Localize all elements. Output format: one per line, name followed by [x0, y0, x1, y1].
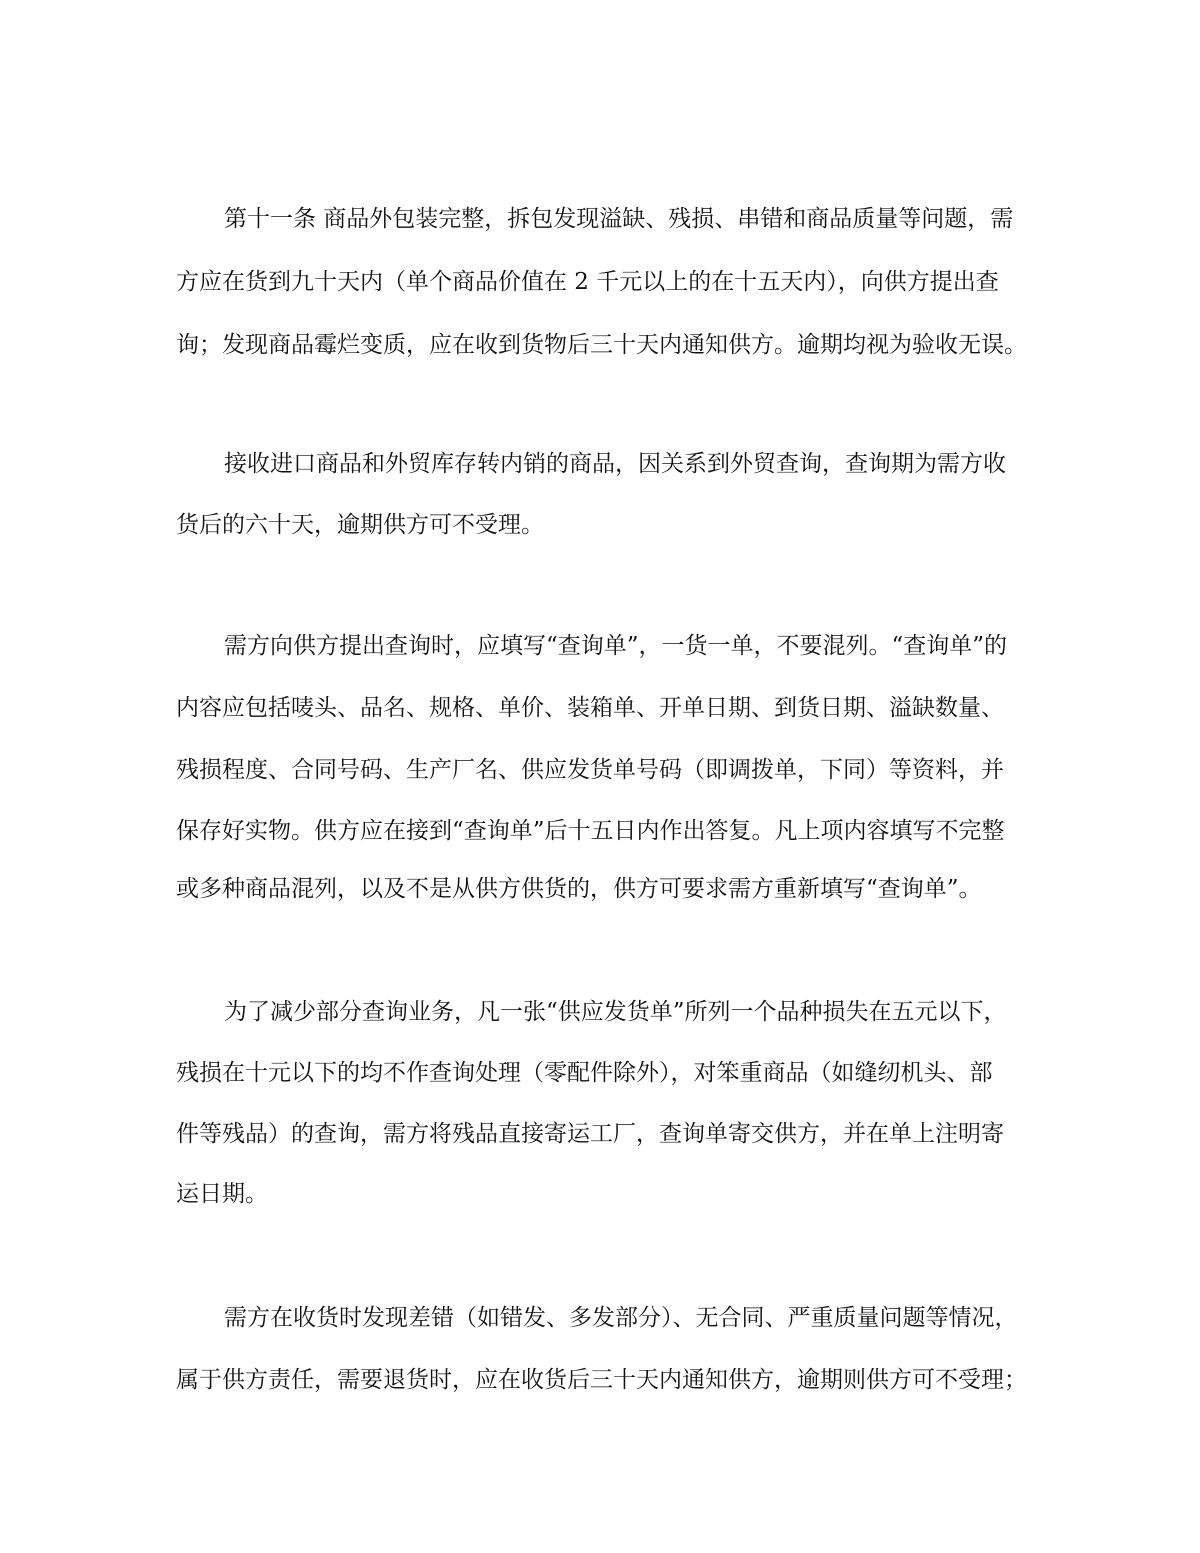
text-line: 接收进口商品和外贸库存转内销的商品，因关系到外贸查询，查询期为需方收 — [224, 451, 1006, 477]
text-line: 保存好实物。供方应在接到“查询单”后十五日内作出答复。凡上项内容填写不完整 — [176, 818, 1005, 844]
text-line: 或多种商品混列，以及不是从供方供货的，供方可要求需方重新填写“查询单”。 — [176, 876, 982, 902]
text-line: 内容应包括唛头、品名、规格、单价、装箱单、开单日期、到货日期、溢缺数量、 — [176, 695, 1004, 721]
text-line: 第十一条 商品外包装完整，拆包发现溢缺、残损、串错和商品质量等问题，需 — [224, 206, 1014, 232]
text-line: 件等残品）的查询，需方将残品直接寄运工厂，查询单寄交供方，并在单上注明寄 — [176, 1121, 1004, 1147]
text-line: 方应在货到九十天内（单个商品价值在 2 千元以上的在十五天内），向供方提出查 — [176, 269, 999, 295]
text-line: 货后的六十天，逾期供方可不受理。 — [176, 512, 544, 538]
text-line: 需方在收货时发现差错（如错发、多发部分）、无合同、严重质量问题等情况， — [224, 1305, 1018, 1331]
text-line: 运日期。 — [176, 1181, 268, 1207]
text-line: 为了减少部分查询业务，凡一张“供应发货单”所列一个品种损失在五元以下， — [224, 999, 1007, 1025]
text-line: 需方向供方提出查询时，应填写“查询单”，一货一单，不要混列。“查询单”的 — [224, 633, 1008, 659]
text-line: 询；发现商品霉烂变质，应在收到货物后三十天内通知供方。逾期均视为验收无误。 — [176, 332, 1027, 358]
text-line: 属于供方责任，需要退货时，应在收货后三十天内通知供方，逾期则供方可不受理； — [176, 1367, 1027, 1393]
text-line: 残损程度、合同号码、生产厂名、供应发货单号码（即调拨单，下同）等资料，并 — [176, 757, 1004, 783]
text-line: 残损在十元以下的均不作查询处理（零配件除外），对笨重商品（如缝纫机头、部 — [176, 1060, 993, 1086]
